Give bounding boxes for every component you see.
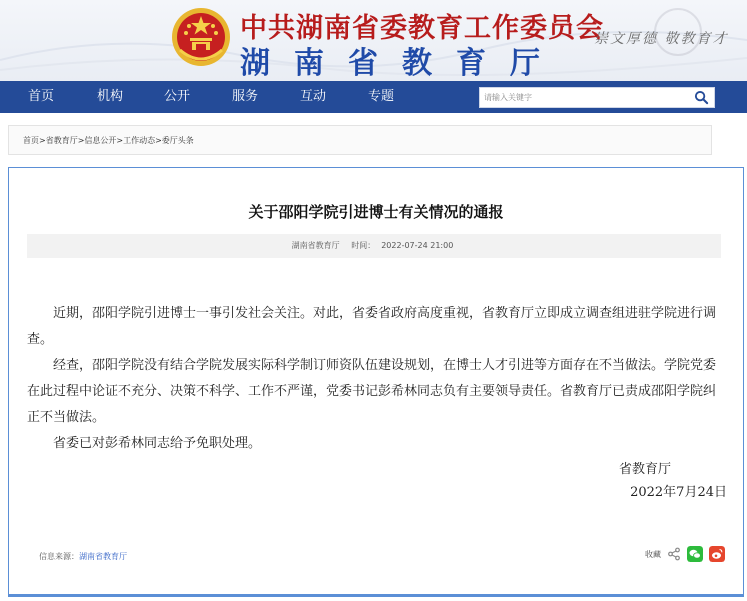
- article-paragraph: 经查，邵阳学院没有结合学院发展实际科学制订师资队伍建设规划，在博士人才引进等方面存在不当做法。学院党委在此过程中论证不充分、决策不科学、工作不严谨，党委书记彭希林同志负有主要领导责任。省教育厅已责成邵阳学院纠正不当做法。: [27, 358, 717, 425]
- article-card: [8, 167, 744, 597]
- site-title-committee: 中共湖南省委教育工作委员会: [240, 13, 604, 44]
- article-source-org: 湖南省教育厅: [291, 241, 340, 250]
- title-char: 省: [348, 46, 378, 81]
- breadcrumb: [8, 125, 712, 155]
- wechat-icon[interactable]: [687, 546, 703, 562]
- article-paragraph: 近期，邵阳学院引进博士一事引发社会关注。对此，省委省政府高度重视，省教育厅立即成立调查组进驻学院进行调查。: [27, 306, 717, 347]
- weibo-icon[interactable]: [709, 546, 725, 562]
- title-char: 教: [402, 46, 432, 81]
- site-title-department: [240, 38, 540, 81]
- article-body: [27, 301, 727, 457]
- nav-item-special-topics[interactable]: 专题: [368, 89, 395, 104]
- nav-item-service[interactable]: 服务: [232, 89, 259, 104]
- article-title: 关于邵阳学院引进博士有关情况的通报: [248, 203, 504, 221]
- article-time: 2022-07-24 21:00: [381, 241, 454, 250]
- national-emblem-icon: [170, 6, 232, 68]
- nav-item-interaction[interactable]: 互动: [300, 89, 327, 104]
- article-meta: [27, 234, 721, 258]
- search-box: [479, 87, 715, 108]
- title-char: 南: [294, 46, 324, 81]
- nav-item-public-info[interactable]: 公开: [164, 89, 191, 104]
- signature-org: 省教育厅: [619, 462, 672, 477]
- info-source-link[interactable]: 湖南省教育厅: [79, 552, 127, 561]
- title-char: 育: [456, 46, 486, 81]
- nav-item-organization[interactable]: 机构: [97, 89, 124, 104]
- site-header: [0, 0, 747, 81]
- article-paragraph: 省委已对彭希林同志给予免职处理。: [53, 436, 262, 451]
- breadcrumb-text[interactable]: 首页>省教育厅>信息公开>工作动态>委厅头条: [23, 136, 194, 145]
- title-char: 湖: [240, 46, 270, 81]
- nav-item-home[interactable]: 首页: [28, 89, 55, 104]
- favorite-button[interactable]: 收藏: [645, 549, 661, 559]
- search-input[interactable]: [484, 89, 684, 106]
- article-time-label: 时间：: [351, 241, 376, 250]
- share-icon[interactable]: [667, 547, 681, 561]
- share-bar: [645, 546, 725, 562]
- site-slogan: 崇文厚德 敬教育才: [594, 31, 729, 47]
- info-source-label: 信息来源：: [39, 552, 79, 561]
- info-source: [39, 551, 127, 562]
- search-icon[interactable]: [694, 90, 709, 105]
- title-char: 厅: [510, 46, 540, 81]
- signature-date: 2022年7月24日: [630, 485, 727, 500]
